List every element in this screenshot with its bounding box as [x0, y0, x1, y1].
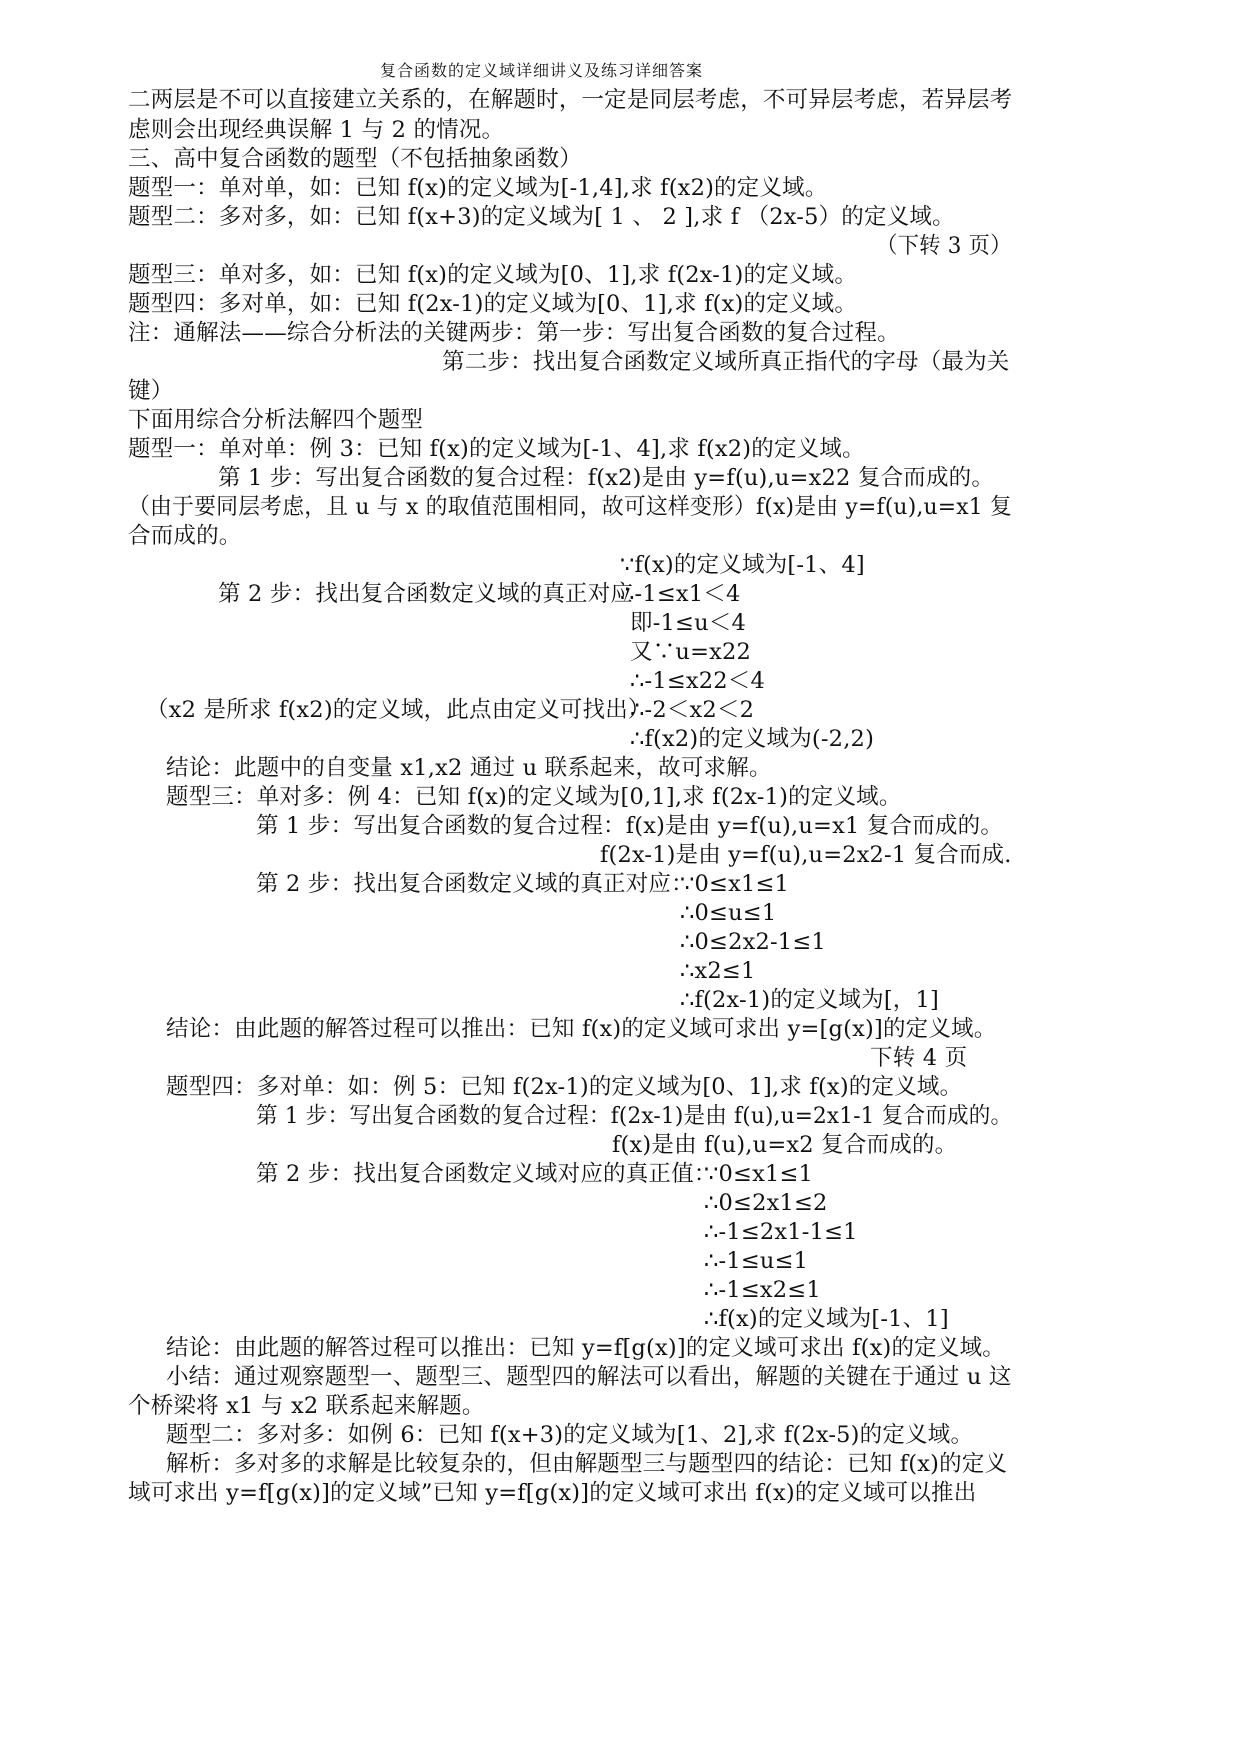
text-line: （x2 是所求 f(x2)的定义域，此点由定义可找出） — [146, 697, 651, 723]
text-line: 题型四：多对单：如：例 5：已知 f(2x-1)的定义域为[0、1],求 f(x)的定义域。 — [166, 1074, 963, 1100]
text-line: 第 2 步：找出复合函数定义域的真正对应 — [218, 581, 634, 607]
text-line: 虑则会出现经典误解 1 与 2 的情况。 — [128, 117, 505, 143]
text-line: f(x)是由 f(u),u=x2 复合而成的。 — [612, 1132, 958, 1158]
derivation-step: ∴-1≤x1＜4 — [620, 581, 741, 607]
text-line: 第 2 步：找出复合函数定义域对应的真正值： — [256, 1161, 717, 1187]
running-header: 复合函数的定义域详细讲义及练习详细答案 — [380, 61, 704, 80]
text-line: 题型四：多对单，如：已知 f(2x-1)的定义域为[0、1],求 f(x)的定义域。 — [128, 291, 858, 317]
text-line: 题型一：单对单，如：已知 f(x)的定义域为[-1,4],求 f(x2)的定义域。 — [128, 175, 828, 201]
derivation-step: ∴f(x)的定义域为[-1、1] — [704, 1306, 949, 1332]
text-line: 合而成的。 — [128, 523, 242, 549]
text-line: 下面用综合分析法解四个题型 — [128, 407, 424, 433]
text-line: 第 1 步：写出复合函数的复合过程：f(x2)是由 y=f(u),u=x22 复合而成的。 — [218, 465, 995, 491]
derivation-step: ∵0≤x1≤1 — [704, 1161, 814, 1187]
derivation-step: ∴f(2x-1)的定义域为[，1] — [680, 987, 939, 1013]
text-line: 题型二：多对多，如：已知 f(x+3)的定义域为[ 1 、 2 ],求 f （2x-5）的定义域。 — [128, 204, 955, 230]
derivation-step: ∴-1≤u≤1 — [704, 1248, 809, 1274]
text-line: 小结：通过观察题型一、题型三、题型四的解法可以看出，解题的关键在于通过 u 这 — [166, 1364, 1012, 1390]
derivation-step: ∴0≤2x1≤2 — [704, 1190, 828, 1216]
text-line: 结论：由此题的解答过程可以推出：已知 y=f[g(x)]的定义域可求出 f(x)的定义域。 — [166, 1335, 1005, 1361]
text-line: 第二步：找出复合函数定义域所真正指代的字母（最为关 — [442, 349, 1010, 375]
continuation-note: 下转 4 页 — [870, 1045, 968, 1071]
text-line: 解析：多对多的求解是比较复杂的，但由解题型三与题型四的结论：已知 f(x)的定义 — [166, 1451, 1008, 1477]
derivation-step: 又∵u=x22 — [630, 639, 752, 665]
text-line: 结论：由此题的解答过程可以推出：已知 f(x)的定义域可求出 y=[g(x)]的定义域。 — [166, 1016, 997, 1042]
derivation-step: ∴-1≤x2≤1 — [704, 1277, 821, 1303]
text-line: 题型二：多对多：如例 6：已知 f(x+3)的定义域为[1、2],求 f(2x-5)的定义域。 — [166, 1422, 974, 1448]
text-line: 注：通解法——综合分析法的关键两步：第一步：写出复合函数的复合过程。 — [128, 320, 900, 346]
derivation-step: ∴0≤u≤1 — [680, 900, 777, 926]
text-line: 结论：此题中的自变量 x1,x2 通过 u 联系起来，故可求解。 — [166, 755, 772, 781]
text-line: 域可求出 y=f[g(x)]的定义域”已知 y=f[g(x)]的定义域可求出 f(x)的定义域可以推出 — [128, 1480, 977, 1506]
text-line: 题型一：单对单：例 3：已知 f(x)的定义域为[-1、4],求 f(x2)的定义域。 — [128, 436, 865, 462]
text-line: 个桥梁将 x1 与 x2 联系起来解题。 — [128, 1393, 485, 1419]
continuation-note: （下转 3 页） — [876, 233, 1012, 259]
text-line: 题型三：单对多，如：已知 f(x)的定义域为[0、1],求 f(2x-1)的定义域。 — [128, 262, 858, 288]
text-line: 第 1 步：写出复合函数的复合过程：f(x)是由 y=f(u),u=x1 复合而成的。 — [256, 813, 1004, 839]
text-line: 键） — [128, 378, 174, 404]
section-heading: 三、高中复合函数的题型（不包括抽象函数） — [128, 146, 583, 172]
text-line: （由于要同层考虑，且 u 与 x 的取值范围相同，故可这样变形）f(x)是由 y=f(u),u=x1 复 — [128, 494, 1013, 520]
derivation-step: ∴-2＜x2＜2 — [630, 697, 755, 723]
derivation-step: ∴-1≤x22＜4 — [630, 668, 766, 694]
derivation-step: ∵0≤x1≤1 — [680, 871, 790, 897]
text-line: 题型三：单对多：例 4：已知 f(x)的定义域为[0,1],求 f(2x-1)的定义域。 — [166, 784, 902, 810]
derivation-step: ∴-1≤2x1-1≤1 — [704, 1219, 858, 1245]
derivation-step: ∴x2≤1 — [680, 958, 756, 984]
text-line: f(2x-1)是由 y=f(u),u=2x2-1 复合而成. — [600, 842, 1012, 868]
text-line: 第 1 步：写出复合函数的复合过程：f(2x-1)是由 f(u),u=2x1-1 复合而成的。 — [256, 1103, 1013, 1129]
text-line: 第 2 步：找出复合函数定义域的真正对应： — [256, 871, 694, 897]
derivation-step: ∵f(x)的定义域为[-1、4] — [620, 552, 865, 578]
text-line: 二两层是不可以直接建立关系的，在解题时，一定是同层考虑，不可异层考虑，若异层考 — [128, 87, 1013, 113]
derivation-step: 即-1≤u＜4 — [630, 610, 746, 636]
derivation-step: ∴f(x2)的定义域为(-2,2) — [630, 726, 875, 752]
derivation-step: ∴0≤2x2-1≤1 — [680, 929, 826, 955]
